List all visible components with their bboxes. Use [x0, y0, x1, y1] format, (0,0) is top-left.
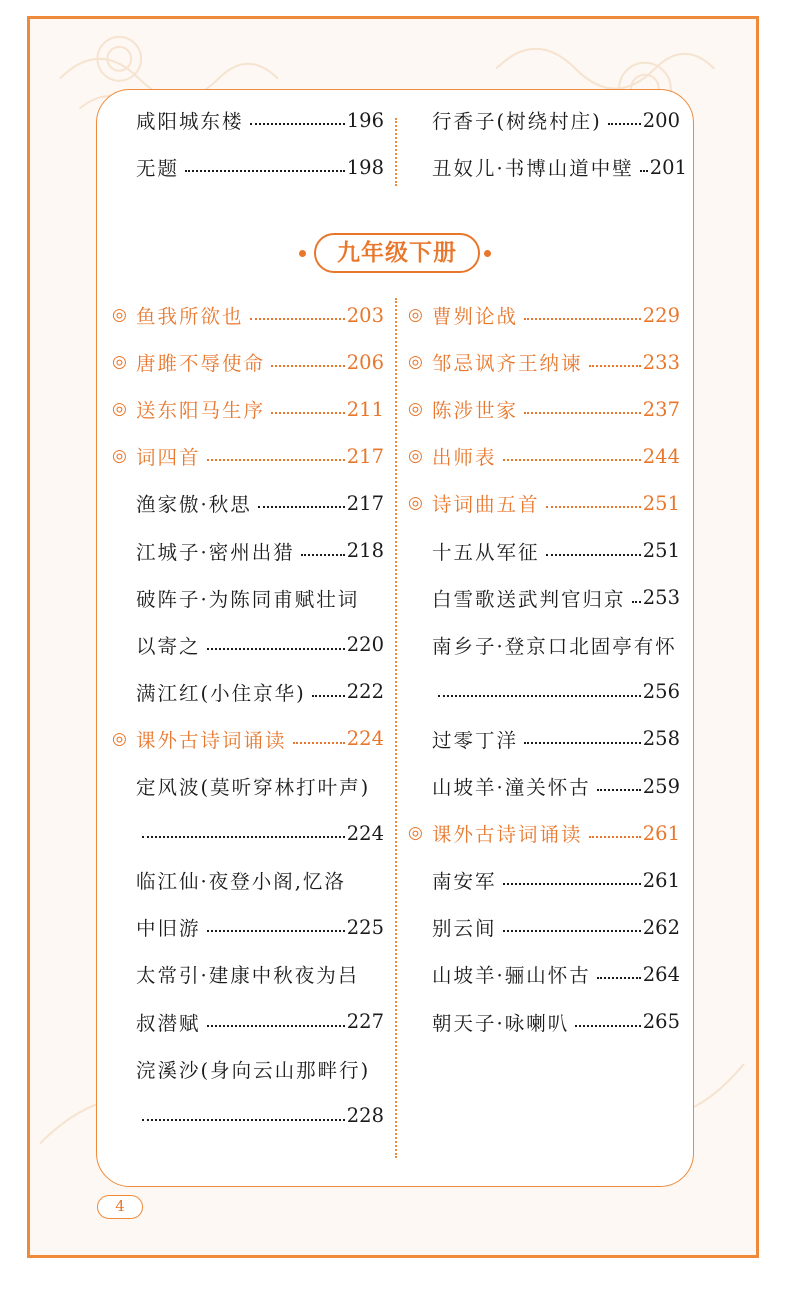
- toc-entry-leader-dots: [258, 506, 345, 508]
- toc-entry: [112, 300, 384, 330]
- toc-entry: [136, 152, 384, 182]
- column-divider-top: [395, 118, 397, 186]
- toc-entry-title: 白雪歌送武判官归京: [432, 587, 626, 611]
- toc-entry: [136, 488, 384, 518]
- toc-entry-page: 264: [642, 962, 680, 986]
- toc-entry-page: 261: [642, 868, 680, 892]
- toc-entry-leader-dots: [250, 123, 345, 125]
- toc-entry-title: 诗词曲五首: [432, 493, 540, 517]
- toc-entry-page: 251: [642, 491, 680, 515]
- toc-entry-leader-dots: [575, 1025, 641, 1027]
- toc-entry-leader-dots: [142, 1119, 345, 1121]
- toc-entry-title: 渔家傲·秋思: [136, 493, 252, 517]
- toc-entry-title: 南安军: [432, 870, 497, 894]
- toc-entry: [136, 1101, 384, 1131]
- toc-entry: [408, 394, 680, 424]
- toc-entry-leader-dots: [632, 601, 641, 603]
- toc-entry: [432, 630, 680, 660]
- toc-entry-title: 无题: [136, 157, 180, 180]
- toc-entry: [432, 536, 680, 566]
- toc-entry: [136, 536, 384, 566]
- toc-entry-title: 南乡子·登京口北固亭有怀: [432, 634, 677, 658]
- toc-entry-title: 浣溪沙(身向云山那畔行): [136, 1058, 371, 1082]
- toc-left-column: [112, 300, 384, 1140]
- toc-entry: [112, 441, 384, 471]
- toc-top-left-column: [136, 105, 384, 185]
- toc-entry-title: 行香子(树绕村庄): [432, 110, 602, 133]
- toc-entry-title: 朝天子·咏喇叭: [432, 1011, 570, 1035]
- toc-entry-leader-dots: [608, 123, 641, 125]
- toc-entry-page: 222: [346, 680, 384, 704]
- toc-entry-title: 以寄之: [136, 634, 201, 658]
- toc-entry-page: 229: [642, 303, 680, 327]
- toc-entry-leader-dots: [293, 742, 345, 744]
- toc-entry-leader-dots: [207, 930, 345, 932]
- toc-entry: [136, 818, 384, 848]
- toc-entry-leader-dots: [597, 977, 641, 979]
- section-heading-dot-left: [299, 250, 306, 257]
- toc-entry: [432, 1007, 680, 1037]
- toc-entry-title: 词四首: [136, 446, 201, 470]
- toc-entry: [408, 818, 680, 848]
- toc-entry-leader-dots: [524, 412, 641, 414]
- bullet-icon: ◎: [112, 446, 127, 467]
- page-number: 4: [97, 1195, 143, 1219]
- toc-entry-leader-dots: [207, 459, 345, 461]
- toc-top-right-column: [432, 105, 687, 185]
- toc-entry-leader-dots: [546, 554, 641, 556]
- toc-entry-page: 206: [346, 350, 384, 374]
- toc-entry-page: 224: [346, 821, 384, 845]
- toc-entry-title: 破阵子·为陈同甫赋壮词: [136, 587, 360, 611]
- bullet-icon: ◎: [408, 399, 423, 420]
- toc-entry-page: 251: [642, 539, 680, 562]
- toc-entry-leader-dots: [207, 648, 345, 650]
- toc-entry-leader-dots: [546, 506, 641, 508]
- toc-entry: [432, 959, 680, 989]
- toc-entry: [408, 300, 680, 330]
- toc-entry-title: 课外古诗词诵读: [432, 823, 583, 847]
- toc-entry-leader-dots: [207, 1025, 345, 1027]
- toc-entry-page: 203: [346, 303, 384, 327]
- bullet-icon: ◎: [408, 352, 423, 373]
- toc-entry-title: 叔潜赋: [136, 1011, 201, 1035]
- toc-entry-title: 十五从军征: [432, 540, 540, 564]
- bullet-icon: ◎: [112, 728, 127, 749]
- toc-entry-leader-dots: [597, 789, 641, 791]
- bullet-icon: ◎: [112, 305, 127, 325]
- toc-entry-title: 定风波(莫听穿林打叶声): [136, 776, 371, 799]
- toc-entry: [136, 959, 384, 989]
- toc-entry: [136, 630, 384, 660]
- toc-entry: [136, 105, 384, 135]
- toc-entry-page: 218: [346, 539, 384, 562]
- toc-entry-title: 陈涉世家: [432, 399, 519, 423]
- toc-entry-leader-dots: [589, 836, 641, 838]
- toc-entry-page: 262: [642, 915, 680, 939]
- column-divider-main: [395, 298, 397, 1158]
- toc-entry-title: 临江仙·夜登小阁,忆洛: [136, 870, 346, 894]
- toc-entry-page: 259: [642, 774, 680, 798]
- toc-entry-title: 中旧游: [136, 917, 201, 941]
- toc-entry-title: 山坡羊·潼关怀古: [432, 776, 591, 799]
- toc-entry: [112, 724, 384, 754]
- toc-entry: [432, 912, 680, 942]
- toc-entry-page: 258: [642, 727, 680, 751]
- toc-entry-page: 237: [642, 397, 680, 421]
- bullet-icon: ◎: [408, 823, 423, 844]
- toc-entry: [408, 441, 680, 471]
- toc-entry-title: 满江红(小住京华): [136, 681, 306, 705]
- toc-entry-title: 别云间: [432, 917, 497, 941]
- toc-entry-title: 丑奴儿·书博山道中壁: [432, 157, 634, 180]
- toc-entry-page: 220: [346, 633, 384, 657]
- toc-entry: [136, 583, 384, 613]
- toc-entry-title: 送东阳马生序: [136, 399, 266, 423]
- toc-entry-title: 唐雎不辱使命: [136, 352, 266, 376]
- toc-entry: [432, 865, 680, 895]
- section-heading: 九年级下册: [314, 233, 480, 273]
- toc-entry-title: 鱼我所欲也: [136, 305, 244, 328]
- toc-entry-page: 225: [346, 915, 384, 939]
- toc-entry-page: 227: [346, 1010, 384, 1033]
- toc-entry-page: 217: [346, 491, 384, 515]
- toc-entry: [136, 677, 384, 707]
- toc-entry-page: 261: [642, 821, 680, 845]
- toc-entry-title: 江城子·密州出猎: [136, 540, 295, 564]
- bullet-icon: ◎: [112, 399, 127, 420]
- toc-entry-leader-dots: [524, 318, 641, 320]
- bullet-icon: ◎: [408, 446, 423, 467]
- toc-entry-page: 196: [346, 108, 384, 132]
- toc-entry-title: 邹忌讽齐王纳谏: [432, 352, 583, 376]
- toc-entry: [136, 1054, 384, 1084]
- toc-entry-leader-dots: [503, 459, 641, 461]
- toc-entry-page: 201: [649, 155, 687, 179]
- toc-entry-page: 265: [642, 1010, 680, 1033]
- toc-entry: [408, 488, 680, 518]
- toc-entry-title: 过零丁洋: [432, 728, 519, 752]
- toc-entry-title: 咸阳城东楼: [136, 110, 244, 133]
- toc-entry-title: 课外古诗词诵读: [136, 728, 287, 752]
- toc-entry-page: 211: [346, 397, 384, 421]
- toc-entry-page: 200: [642, 108, 680, 132]
- toc-entry: [408, 347, 680, 377]
- toc-entry-leader-dots: [438, 695, 641, 697]
- toc-entry-title: 太常引·建康中秋夜为吕: [136, 964, 360, 988]
- toc-entry-leader-dots: [301, 554, 345, 556]
- bullet-icon: ◎: [408, 493, 423, 514]
- toc-entry-leader-dots: [503, 883, 641, 885]
- toc-entry: [136, 1007, 384, 1037]
- toc-entry: [112, 394, 384, 424]
- toc-entry-title: 曹刿论战: [432, 305, 519, 328]
- toc-entry: [432, 771, 680, 801]
- toc-entry: [432, 105, 680, 135]
- toc-entry-page: 253: [642, 586, 680, 610]
- toc-entry: [112, 347, 384, 377]
- toc-entry: [432, 677, 680, 707]
- toc-entry-page: 228: [346, 1104, 384, 1128]
- toc-entry-leader-dots: [524, 742, 641, 744]
- toc-entry: [136, 912, 384, 942]
- toc-entry-leader-dots: [271, 412, 345, 414]
- toc-right-column: [408, 300, 680, 1060]
- toc-entry-leader-dots: [185, 170, 345, 172]
- toc-entry-title: 出师表: [432, 446, 497, 470]
- bullet-icon: ◎: [408, 305, 423, 325]
- bullet-icon: ◎: [112, 352, 127, 373]
- toc-entry: [432, 152, 687, 182]
- toc-entry-page: 233: [642, 350, 680, 374]
- toc-entry-page: 224: [346, 727, 384, 751]
- toc-entry: [136, 865, 384, 895]
- toc-entry-page: 256: [642, 680, 680, 704]
- toc-entry-leader-dots: [640, 170, 648, 172]
- toc-entry-leader-dots: [142, 836, 345, 838]
- toc-entry-title: 山坡羊·骊山怀古: [432, 964, 591, 988]
- toc-entry: [432, 583, 680, 613]
- toc-entry: [136, 771, 384, 801]
- toc-entry: [432, 724, 680, 754]
- section-heading-dot-right: [484, 250, 491, 257]
- toc-entry-leader-dots: [589, 365, 641, 367]
- toc-entry-leader-dots: [250, 318, 345, 320]
- toc-entry-leader-dots: [312, 695, 345, 697]
- toc-entry-page: 217: [346, 444, 384, 468]
- toc-entry-page: 198: [346, 155, 384, 179]
- toc-entry-page: 244: [642, 444, 680, 468]
- toc-entry-leader-dots: [503, 930, 641, 932]
- toc-entry-leader-dots: [271, 365, 345, 367]
